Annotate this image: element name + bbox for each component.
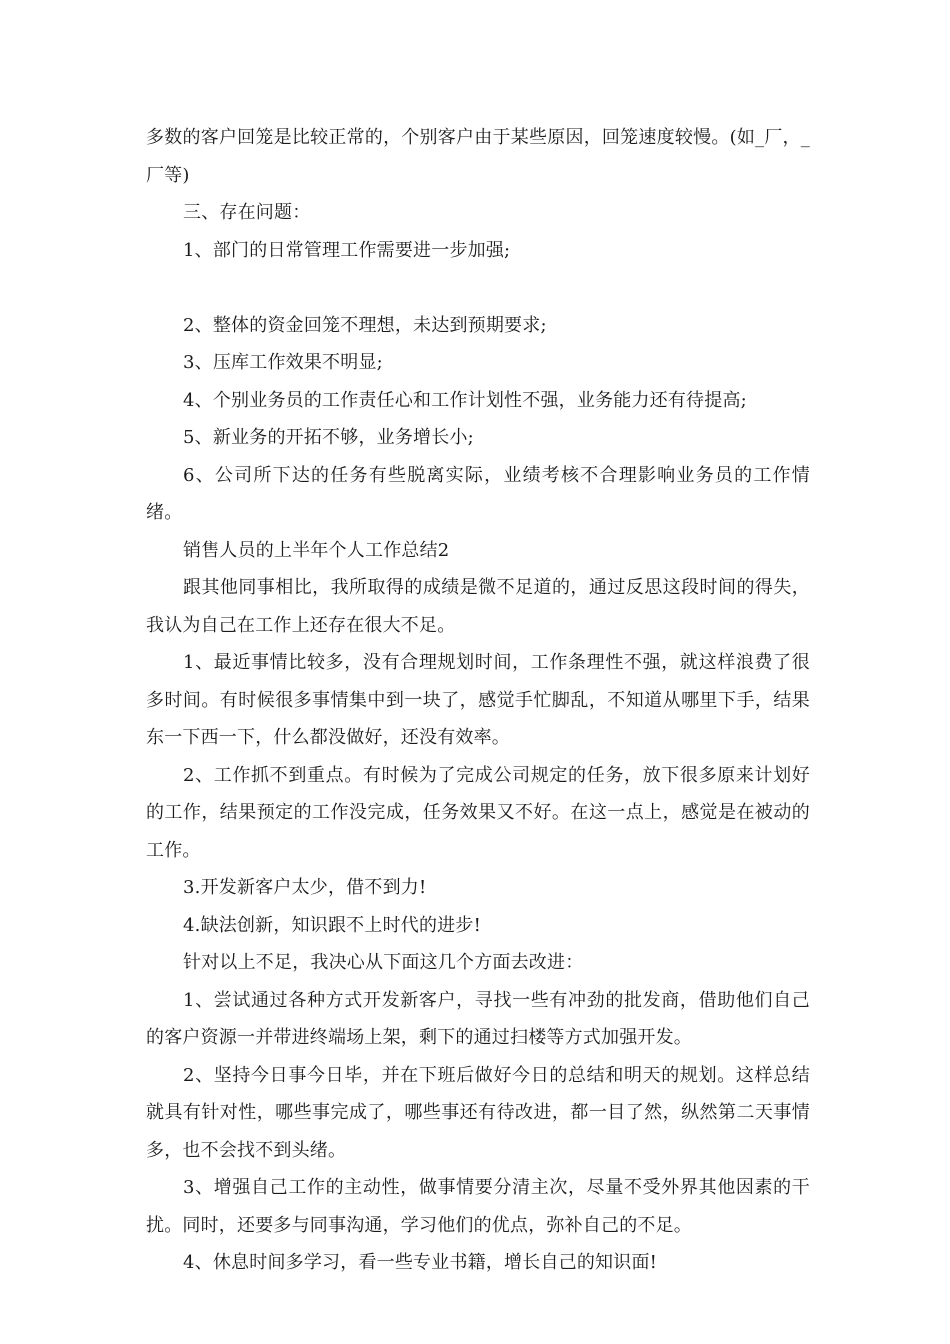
improvement-item-1: 1、尝试通过各种方式开发新客户，寻找一些有冲劲的批发商，借助他们自己的客户资源一并带进终端场上架，剩下的通过扫楼等方式加强开发。: [146, 989, 810, 1048]
improvement-item-3: 3、增强自己工作的主动性，做事情要分清主次，尽量不受外界其他因素的干扰。同时，还要多与同事沟通，学习他们的优点，弥补自己的不足。: [146, 1177, 810, 1236]
shortcoming-item-1: 1、最近事情比较多，没有合理规划时间，工作条理性不强，就这样浪费了很多时间。有时候很多事情集中到一块了，感觉手忙脚乱，不知道从哪里下手，结果东一下西一下，什么都没做好，还没有效率。: [146, 652, 810, 748]
problem-item-1: 1、部门的日常管理工作需要进一步加强;: [183, 239, 511, 261]
blank-line: [146, 269, 810, 307]
shortcoming-item-4: 4.缺法创新，知识跟不上时代的进步!: [183, 914, 482, 936]
problem-item-4: 4、个别业务员的工作责任心和工作计划性不强，业务能力还有待提高;: [183, 389, 747, 411]
improvement-item-2: 2、坚持今日事今日毕，并在下班后做好今日的总结和明天的规划。这样总结就具有针对性，哪些事完成了，哪些事还有待改进，都一目了然，纵然第二天事情多，也不会找不到头绪。: [146, 1064, 810, 1161]
problem-item-2: 2、整体的资金回笼不理想，未达到预期要求;: [183, 314, 547, 336]
problem-item-3: 3、压库工作效果不明显;: [183, 352, 383, 373]
document-body: [146, 119, 810, 1282]
section-title-summary-2: 销售人员的上半年个人工作总结2: [183, 539, 450, 561]
shortcoming-item-3: 3.开发新客户太少，借不到力!: [183, 877, 427, 898]
paragraph-reflection: 跟其他同事相比，我所取得的成绩是微不足道的，通过反思这段时间的得失，我认为自己在工作上还存在很大不足。: [146, 577, 810, 636]
problem-item-5: 5、新业务的开拓不够，业务增长小;: [183, 427, 474, 448]
improvement-intro: 针对以上不足，我决心从下面这几个方面去改进：: [183, 952, 584, 973]
shortcoming-item-2: 2、工作抓不到重点。有时候为了完成公司规定的任务，放下很多原来计划好的工作，结果预定的工作没完成，任务效果又不好。在这一点上，感觉是在被动的工作。: [146, 764, 810, 861]
section-heading-problems: 三、存在问题：: [183, 202, 311, 223]
improvement-item-4: 4、休息时间多学习，看一些专业书籍，增长自己的知识面!: [183, 1252, 658, 1273]
problem-item-6: 6、公司所下达的任务有些脱离实际，业绩考核不合理影响业务员的工作情绪。: [146, 464, 810, 523]
paragraph-collection-status: 多数的客户回笼是比较正常的，个别客户由于某些原因，回笼速度较慢。(如_厂，_厂等): [146, 127, 810, 186]
